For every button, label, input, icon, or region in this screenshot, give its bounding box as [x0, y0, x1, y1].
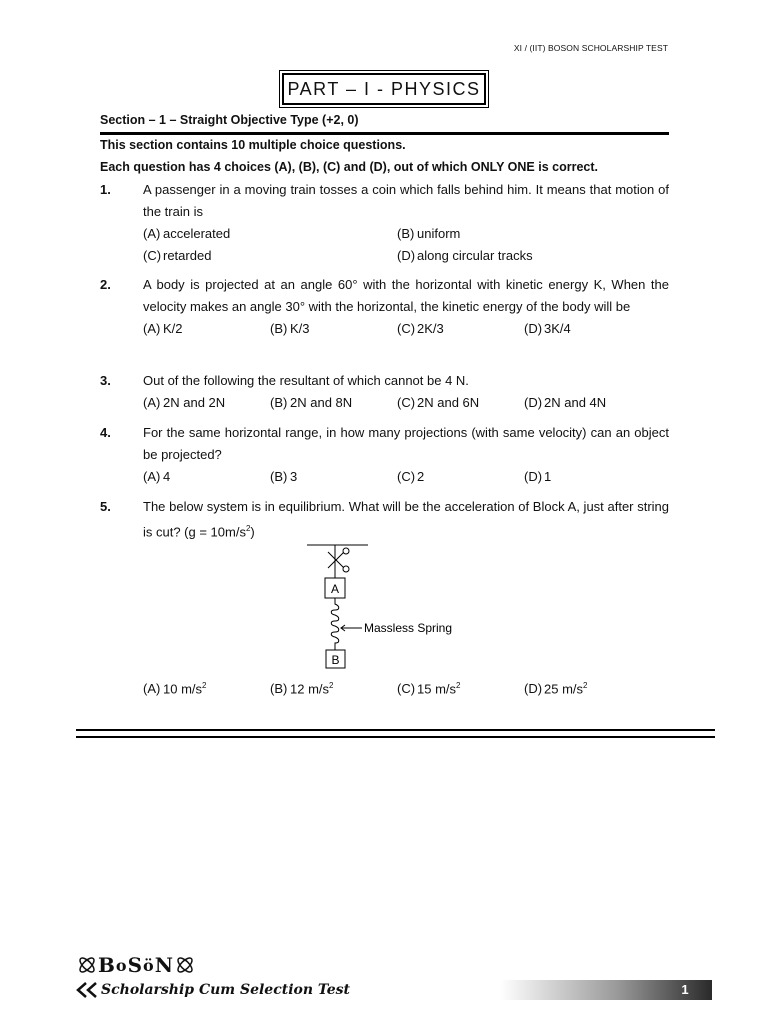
option-b: (B) uniform: [397, 226, 461, 241]
question-number: 2.: [100, 277, 111, 292]
question-4: [100, 422, 669, 488]
spring-block-diagram: [300, 540, 480, 675]
scissors-icon: [328, 548, 349, 572]
option-d: (D) 2N and 4N: [524, 395, 607, 410]
page-number: 1: [681, 982, 689, 997]
options-row: [143, 392, 669, 414]
double-chevron-icon: [74, 982, 100, 998]
spring-label: Massless Spring: [364, 621, 453, 635]
options-row-2: [143, 245, 669, 267]
option-d: (D) along circular tracks: [397, 248, 533, 263]
option-d: (D) 25 $m/s^2$: [524, 681, 588, 697]
atom-icon: [76, 955, 98, 975]
question-5: [100, 496, 669, 543]
block-b-label: B: [331, 653, 340, 667]
part-title-box: [279, 70, 489, 108]
section-title: Section – 1 – Straight Objective Type (+2, 0): [100, 113, 359, 127]
section-divider: [100, 132, 669, 135]
question-1: [100, 179, 669, 267]
end-divider-top: [76, 729, 715, 731]
boson-logo: B o S ö N: [76, 953, 196, 977]
header-tag: XI / (IIT) BOSON SCHOLARSHIP TEST: [513, 43, 668, 53]
part-title: PART – I - PHYSICS: [282, 73, 486, 105]
option-a: (A) 2N and 2N: [143, 395, 226, 410]
section-intro-2: Each question has 4 choices (A), (B), (C) and (D), out of which ONLY ONE is correct.: [100, 160, 598, 174]
footer-subtitle: Scholarship Cum Selection Test: [101, 982, 350, 998]
question-number: 3.: [100, 373, 111, 388]
end-divider-bottom: [76, 736, 715, 738]
option-c: (C) retarded: [143, 248, 212, 263]
option-a: (A) K/2: [143, 321, 183, 336]
question-5-options: [100, 675, 669, 697]
option-c: (C) 2K/3: [397, 321, 444, 336]
spring: [331, 598, 339, 650]
option-d: (D) 3K/4: [524, 321, 571, 336]
question-3: [100, 370, 669, 414]
options-row-1: [143, 223, 669, 245]
option-a: (A) accelerated: [143, 226, 231, 241]
section-intro-1: This section contains 10 multiple choice questions.: [100, 138, 406, 152]
question-number: 1.: [100, 182, 111, 197]
option-c: (C) 2: [397, 469, 425, 484]
option-b: (B) 2N and 8N: [270, 395, 353, 410]
option-b: (B) K/3: [270, 321, 310, 336]
options-row: [143, 466, 669, 488]
option-a: (A) 4: [143, 469, 171, 484]
question-text: A body is projected at an angle 60° with the horizontal with kinetic energy K, When the velocity makes an angle 30° with the horizontal, the kinetic energy of the body will be: [143, 277, 669, 314]
question-text: A passenger in a moving train tosses a coin which falls behind him. It means that motion of the train is: [143, 182, 669, 219]
question-text: Out of the following the resultant of which cannot be 4 N.: [143, 373, 469, 388]
question-number: 4.: [100, 425, 111, 440]
options-row: [143, 318, 669, 340]
question-text: The below system is in equilibrium. What will be the acceleration of Block A, just after string is cut? $(g = 10m/s^2)$: [143, 499, 669, 540]
option-c: (C) 15 $m/s^2$: [397, 681, 461, 697]
option-a: (A) 10 $m/s^2$: [143, 681, 207, 697]
option-d: (D) 1: [524, 469, 552, 484]
options-row: [143, 675, 669, 697]
option-b: (B) 12 $m/s^2$: [270, 681, 334, 697]
block-a-label: A: [330, 582, 340, 596]
question-2: [100, 274, 669, 340]
question-text: For the same horizontal range, in how many projections (with same velocity) can an object be projected?: [143, 425, 669, 462]
atom-icon: [174, 955, 196, 975]
question-number: 5.: [100, 499, 111, 514]
option-b: (B) 3: [270, 469, 298, 484]
option-c: (C) 2N and 6N: [397, 395, 480, 410]
